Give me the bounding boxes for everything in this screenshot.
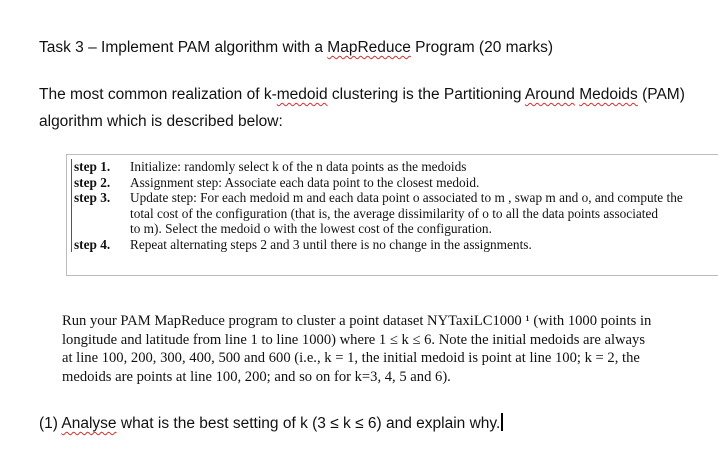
step-text: Update step: For each medoid m and each data point o associated to m , swap m and o, and compute the — [130, 190, 683, 205]
question-1[interactable]: (1) Analyse what is the best setting of k (3 ≤ k ≤ 6) and explain why. — [39, 413, 503, 433]
spell-flag-mapreduce: MapReduce — [327, 39, 411, 56]
intro-line-1: The most common realization of k-medoid clustering is the Partitioning Around Medoids (PAM) — [39, 86, 685, 103]
step-3 — [72, 190, 683, 206]
spell-flag-analyse: Analyse — [61, 415, 117, 432]
text-cursor — [501, 413, 503, 431]
task-title: Task 3 – Implement PAM algorithm with a MapReduce Program (20 marks) — [39, 39, 553, 56]
step-text: Initialize: randomly select k of the n data points as the medoids — [130, 159, 467, 174]
step-label: step 4. — [74, 236, 111, 252]
step-label: step 3. — [74, 190, 111, 205]
run-line-4: medoids are points at line 100, 200; and so on for k=3, 4, 5 and 6). — [62, 368, 451, 385]
step-label: step 1. — [74, 159, 111, 174]
step-3-continuation-1: total cost of the configuration (that is, the average dissimilarity of o to all the data points associated — [130, 205, 659, 221]
intro-line-2: algorithm which is described below: — [39, 113, 283, 130]
intro-paragraph — [39, 81, 685, 135]
spell-flag-medoid: medoid — [276, 86, 328, 103]
step-text: Repeat alternating steps 2 and 3 until there is no change in the assignments. — [130, 236, 532, 252]
algorithm-steps — [71, 159, 683, 252]
run-line-1: Run your PAM MapReduce program to cluster a point dataset NYTaxiLC1000 ¹ (with 1000 points in — [62, 313, 652, 329]
step-text: Assignment step: Associate each data point to the closest medoid. — [130, 174, 480, 190]
run-line-3: at line 100, 200, 300, 400, 500 and 600 (i.e., k = 1, the initial medoid is point at line 100; k = 2, the — [62, 350, 640, 366]
step-label: step 2. — [74, 174, 111, 190]
run-line-2: longitude and latitude from line 1 to line 1000) where 1 ≤ k ≤ 6. Note the initial medoids are always — [62, 331, 646, 348]
step-1 — [72, 159, 683, 175]
run-instructions — [62, 312, 651, 386]
step-3-continuation-2: to m). Select the medoid o with the lowest cost of the configuration. — [130, 221, 492, 236]
step-4 — [72, 237, 683, 253]
algorithm-steps-box — [66, 154, 718, 276]
spell-flag-medoids: Medoids — [579, 86, 638, 103]
step-2 — [72, 175, 683, 191]
spell-flag-around: Around — [524, 86, 575, 103]
